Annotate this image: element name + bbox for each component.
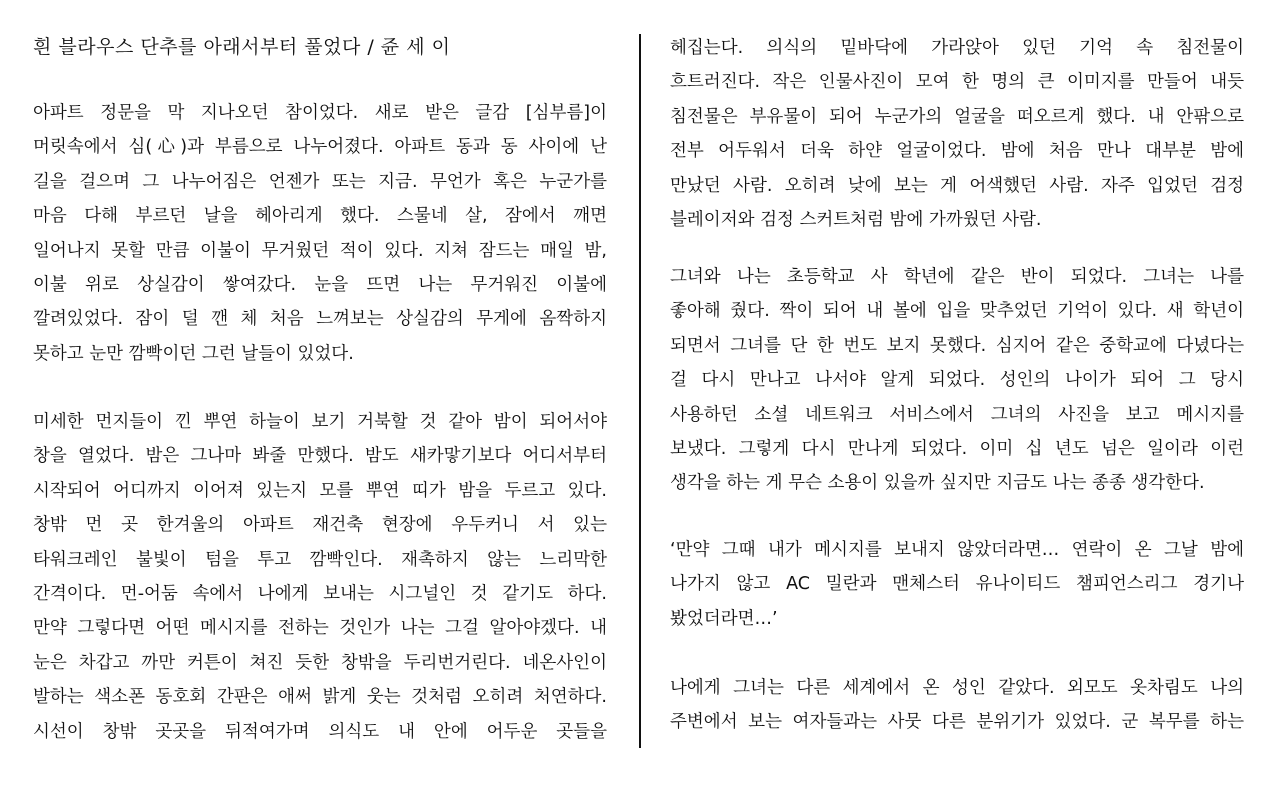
text-line: 간격이다. 먼-어둠 속에서 나에게 보내는 시그널인 것 같기도 하다. <box>33 583 607 604</box>
document-title: 흰 블라우스 단추를 아래서부터 풀었다 / 쥰 세 이 <box>33 36 451 58</box>
text-line: 눈은 차갑고 까만 커튼이 쳐진 듯한 창밖을 두리번거린다. 네온사인이 <box>33 652 607 673</box>
text-line: 걸 다시 만나고 나서야 알게 되었다. 성인의 나이가 되어 그 당시 <box>670 370 1244 391</box>
text-line: 머릿속에서 심(心)과 부름으로 나누어졌다. 아파트 동과 동 사이에 난 <box>33 137 607 158</box>
text-line: 그녀와 나는 초등학교 사 학년에 같은 반이 되었다. 그녀는 나를 <box>670 267 1244 287</box>
text-line: 아파트 정문을 막 지나오던 참이었다. 새로 받은 글감 [심부름]이 <box>33 103 607 123</box>
text-line: ‘만약 그때 내가 메시지를 보내지 않았더라면… 연락이 온 그날 밤에 <box>670 540 1244 560</box>
text-line: 만났던 사람. 오히려 낮에 보는 게 어색했던 사람. 자주 입었던 검정 <box>670 175 1244 196</box>
text-line: 미세한 먼지들이 낀 뿌연 하늘이 보기 거북할 것 같아 밤이 되어서야 <box>33 412 607 432</box>
text-line: 마음 다해 부르던 날을 헤아리게 했다. 스물네 살, 잠에서 깨면 <box>33 206 607 227</box>
text-line: 흐트러진다. 작은 인물사진이 모여 한 명의 큰 이미지를 만들어 내듯 <box>670 72 1244 93</box>
text-line: 못하고 눈만 깜빡이던 그런 날들이 있었다. <box>33 343 354 364</box>
text-line: 보냈다. 그렇게 다시 만나게 되었다. 이미 십 년도 넘은 일이라 이런 <box>670 438 1244 459</box>
paragraph <box>670 533 1244 636</box>
text-line: 이불 위로 상실감이 쌓여갔다. 눈을 뜨면 나는 무거워진 이불에 <box>33 274 607 295</box>
text-line: 만약 그렇다면 어떤 메시지를 전하는 것인가 나는 그걸 알아야겠다. 내 <box>33 618 607 639</box>
text-line: 생각을 하는 게 무슨 소용이 있을까 싶지만 지금도 나는 종종 생각한다. <box>670 473 1205 494</box>
paragraph <box>33 405 607 749</box>
text-line: 나에게 그녀는 다른 세계에서 온 성인 같았다. 외모도 옷차림도 나의 <box>670 678 1244 698</box>
paragraph <box>33 96 607 371</box>
text-line: 타워크레인 불빛이 텀을 투고 깜빡인다. 재촉하지 않는 느리막한 <box>33 549 607 570</box>
text-line: 길을 걸으며 그 나누어짐은 언젠가 또는 지금. 무언가 혹은 누군가를 <box>33 171 607 192</box>
text-line: 좋아해 줬다. 짝이 되어 내 볼에 입을 맞추었던 기억이 있다. 새 학년이 <box>670 301 1244 322</box>
text-line: 발하는 색소폰 동호회 간판은 애써 밝게 웃는 것처럼 오히려 처연하다. <box>33 687 607 708</box>
text-line: 나가지 않고 AC 밀란과 맨체스터 유나이티드 챔피언스리그 경기나 <box>670 574 1244 595</box>
text-line: 시작되어 어디까지 이어져 있는지 모를 뿌연 띠가 밤을 두르고 있다. <box>33 480 607 501</box>
text-line: 전부 어두워서 더욱 하얀 얼굴이었다. 밤에 처음 만나 대부분 밤에 <box>670 141 1244 162</box>
text-line: 창밖 먼 곳 한겨울의 아파트 재건축 현장에 우두커니 서 있는 <box>33 515 607 536</box>
text-line: 시선이 창밖 곳곳을 뒤적여가며 의식도 내 안에 어두운 곳들을 <box>33 721 607 742</box>
paragraph <box>670 31 1244 237</box>
text-line: 침전물은 부유물이 되어 누군가의 얼굴을 떠오르게 했다. 내 안팎으로 <box>670 106 1244 127</box>
text-line: 봤었더라면…’ <box>670 608 778 629</box>
text-line: 되면서 그녀를 단 한 번도 보지 못했다. 심지어 같은 중학교에 다녔다는 <box>670 335 1244 356</box>
text-line: 일어나지 못할 만큼 이불이 무거웠던 적이 있다. 지쳐 잠드는 매일 밤, <box>33 240 607 261</box>
paragraph <box>670 671 1244 740</box>
text-line: 주변에서 보는 여자들과는 사뭇 다른 분위기가 있었다. 군 복무를 하는 <box>670 712 1244 733</box>
text-line: 블레이저와 검정 스커트처럼 밤에 가까웠던 사람. <box>670 209 1042 230</box>
paragraph <box>670 260 1244 501</box>
text-line: 창을 열었다. 밤은 그나마 봐줄 만했다. 밤도 새카맣기보다 어디서부터 <box>33 446 607 467</box>
column-divider <box>639 34 641 748</box>
text-line: 사용하던 소셜 네트워크 서비스에서 그녀의 사진을 보고 메시지를 <box>670 404 1244 425</box>
text-line: 깔려있었다. 잠이 덜 깬 체 처음 느껴보는 상실감의 무게에 옴짝하지 <box>33 309 607 330</box>
text-line: 헤집는다. 의식의 밑바닥에 가라앉아 있던 기억 속 침전물이 <box>670 38 1244 58</box>
